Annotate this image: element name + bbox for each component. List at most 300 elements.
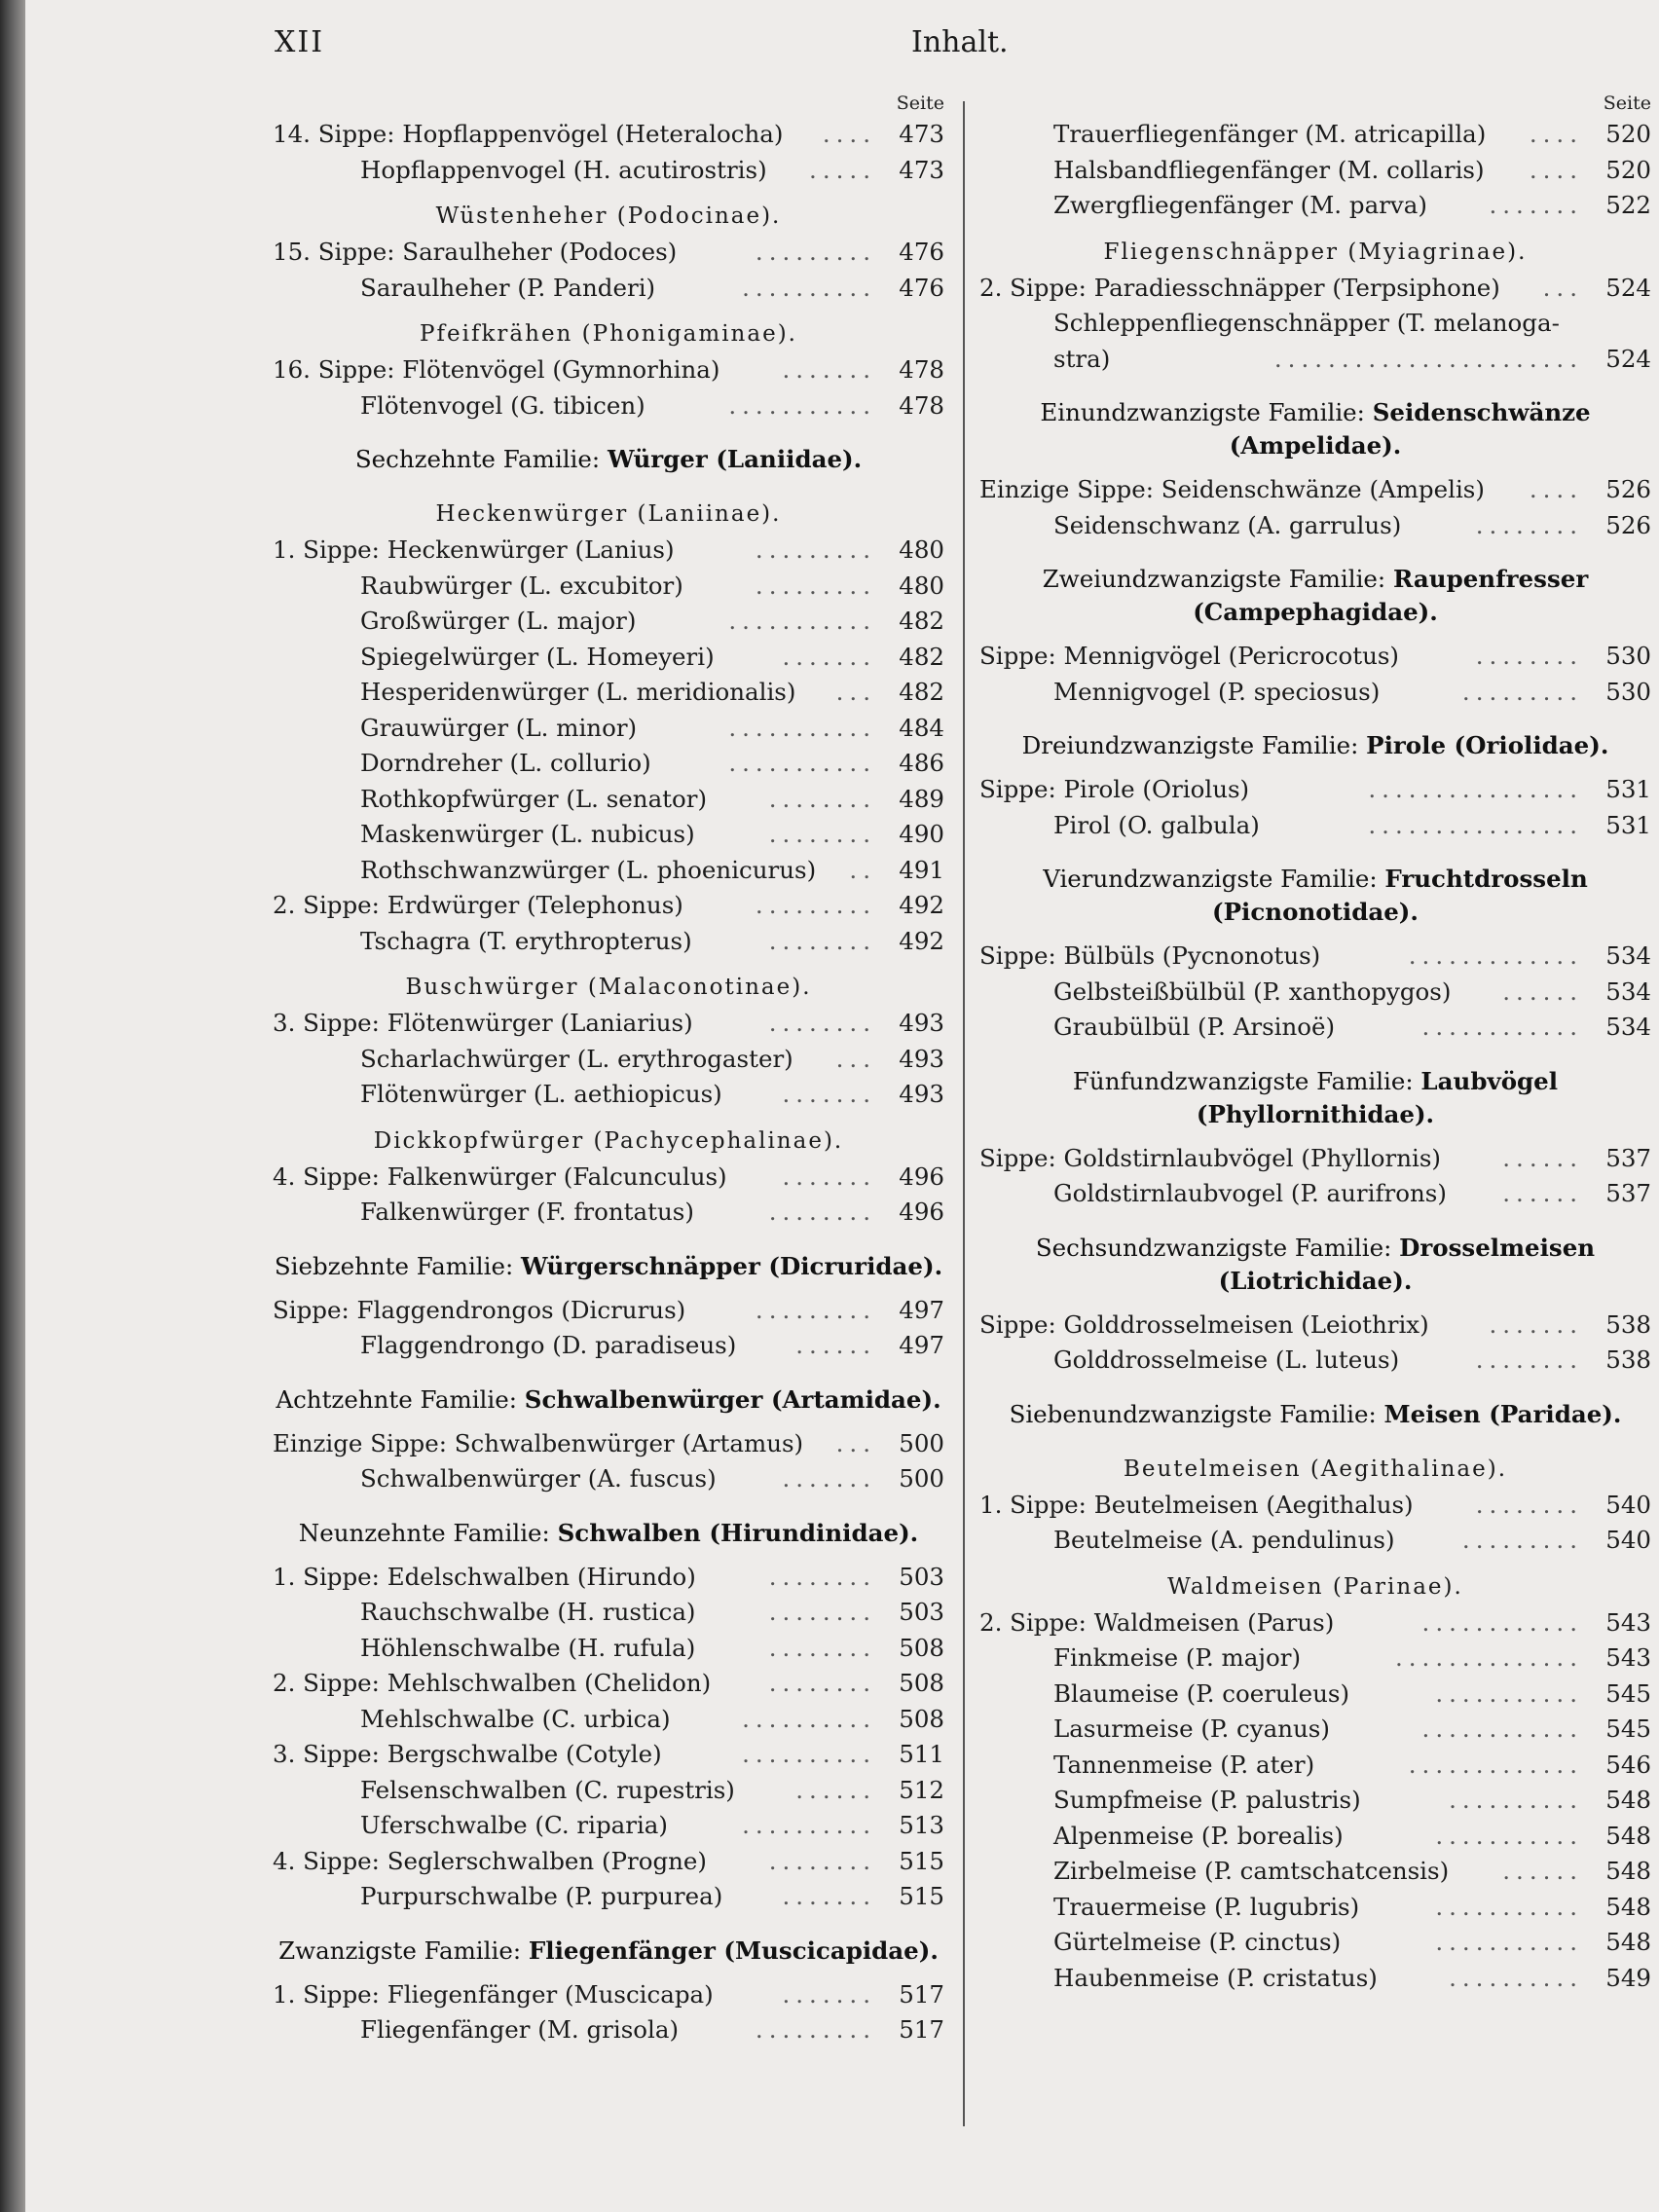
family-label: Sechzehnte Familie: [354,445,608,473]
leader-dots: ........ [768,820,876,848]
toc-entry-page: 520 [1605,155,1651,184]
toc-entry[interactable] [979,975,1651,1011]
toc-entry-name: 1. Sippe: Edelschwalben (Hirundo) [273,1562,696,1591]
toc-entry-page: 548 [1605,1821,1651,1850]
toc-entry-name: Rothschwanzwürger (L. phoenicurus) [360,855,817,884]
leader-dots: ........ [1475,642,1583,670]
leader-dots: ........... [728,713,876,742]
toc-entry-page: 530 [1605,677,1651,706]
toc-entry-name: Maskenwürger (L. nubicus) [360,820,695,848]
toc-entry-name: 3. Sippe: Bergschwalbe (Cotyle) [273,1740,662,1768]
toc-entry[interactable] [979,1677,1651,1713]
toc-entry[interactable] [273,1737,944,1773]
leader-dots: ........ [1475,1490,1583,1519]
toc-entry[interactable] [273,604,944,640]
toc-entry-name: Tschagra (T. erythropterus) [360,926,692,955]
toc-entry-page: 496 [899,1161,944,1191]
toc-entry-name: 15. Sippe: Saraulheher (Podoces) [273,238,678,266]
toc-entry-page: 546 [1605,1750,1651,1779]
family-heading [273,1497,944,1560]
toc-entry[interactable] [273,1461,944,1497]
leader-dots: .... [1529,120,1583,148]
leader-dots: .......... [742,1704,876,1733]
toc-entry-page: 540 [1605,1490,1651,1519]
toc-entry[interactable] [273,388,944,424]
toc-entry[interactable] [979,306,1651,342]
toc-entry-name: Hesperidenwürger (L. meridionalis) [360,678,796,706]
toc-entry-page: 503 [899,1562,944,1591]
toc-entry[interactable] [979,808,1651,844]
leader-dots: ......... [755,571,876,600]
toc-entry[interactable] [979,117,1651,153]
toc-entry[interactable] [273,533,944,569]
leader-dots: ........... [1435,1892,1583,1921]
toc-entry-page: 531 [1605,775,1651,803]
toc-entry-page: 517 [899,1979,944,2009]
leader-dots: ........... [728,390,876,420]
toc-entry-page: 513 [899,1811,944,1839]
leader-dots: ...... [795,1331,876,1359]
toc-column-left [273,90,944,2048]
toc-entry-name: Gelbsteißbülbül (P. xanthopygos) [1053,977,1452,1006]
toc-entry-name: Einzige Sippe: Schwalbenwürger (Artamus) [273,1428,804,1457]
toc-entry-page: 480 [899,535,944,564]
family-latin: (Ampelidae). [1229,431,1402,460]
toc-entry-page: 473 [899,155,944,184]
family-label: Dreiundzwanzigste Familie: [1021,731,1367,759]
toc-entry-page: 480 [899,571,944,600]
toc-entry-page: 508 [899,1633,944,1662]
toc-entry[interactable] [273,1977,944,2013]
toc-entry-page: 492 [899,926,944,955]
toc-entry-name: Uferschwalbe (C. riparia) [360,1811,668,1839]
toc-entry-name: Halsbandfliegenfänger (M. collaris) [1053,155,1485,184]
family-heading [979,1212,1651,1308]
toc-entry-page: 538 [1605,1346,1651,1374]
leader-dots: ....... [782,355,876,384]
toc-entry-name: Golddrosselmeise (L. luteus) [1053,1346,1400,1374]
toc-entry-page: 515 [899,1846,944,1875]
leader-dots: ........ [768,1598,876,1626]
toc-entry-name: Beutelmeise (A. pendulinus) [1053,1526,1395,1554]
toc-entry-name: Fliegenfänger (M. grisola) [360,2015,680,2044]
toc-entry-page: 540 [1605,1526,1651,1554]
toc-entry[interactable] [273,1595,944,1631]
subfamily-heading: Wüstenheher (Podocinae). [435,203,782,229]
family-name: Pirole (Oriolidae). [1366,731,1609,759]
toc-entry[interactable] [273,746,944,782]
toc-entry-page: 482 [899,642,944,671]
toc-entry[interactable] [979,1783,1651,1819]
toc-entry-name: Schleppenfliegenschnäpper (T. melanoga- [1053,309,1560,337]
toc-entry[interactable] [979,1961,1651,1997]
toc-entry[interactable] [979,1890,1651,1926]
toc-entry[interactable] [273,1844,944,1880]
toc-entry[interactable] [273,675,944,711]
book-page [25,0,1659,2212]
leader-dots: ........... [728,607,876,635]
leader-dots: ......... [755,1295,876,1324]
toc-entry-page: 503 [899,1598,944,1626]
toc-entry-name: 2. Sippe: Waldmeisen (Parus) [979,1607,1335,1637]
toc-entry-name: Dorndreher (L. collurio) [360,749,651,777]
toc-entry-name: 3. Sippe: Flötenwürger (Laniarius) [273,1009,693,1037]
leader-dots: ........ [768,1009,876,1037]
family-label: Achtzehnte Familie: [276,1384,525,1414]
seite-label: Seite [1603,92,1651,114]
toc-entry-name: 4. Sippe: Seglerschwalben (Progne) [273,1846,707,1875]
subfamily-heading: Beutelmeisen (Aegithalinae). [1123,1456,1508,1482]
toc-entry[interactable] [979,675,1651,711]
toc-entry-page: 478 [899,355,944,384]
family-label: Fünfundzwanzigste Familie: [1072,1066,1421,1095]
leader-dots: ................ [1368,775,1583,803]
toc-entry-name: Sippe: Mennigvögel (Pericrocotus) [979,642,1399,670]
toc-entry-page: 491 [899,855,944,884]
subfamily-heading: Fliegenschnäpper (Myiagrinae). [1103,239,1528,265]
leader-dots: ......... [1461,1526,1583,1554]
toc-entry-name: Lasurmeise (P. cyanus) [1053,1714,1330,1743]
toc-entry[interactable] [273,1773,944,1809]
toc-entry-page: 524 [1605,344,1651,373]
leader-dots: .......... [1449,1786,1583,1814]
toc-entry[interactable] [273,1879,944,1915]
toc-entry-name: Schwalbenwürger (A. fuscus) [360,1464,717,1493]
leader-dots: ....... [1489,1309,1583,1339]
toc-entry[interactable] [273,117,944,153]
toc-entry[interactable] [979,188,1651,224]
subfamily-heading: Dickkopfwürger (Pachycephalinae). [373,1127,844,1154]
toc-entry-name: Sippe: Golddrosselmeisen (Leiothrix) [979,1309,1429,1339]
toc-entry-name: Blaumeise (P. coeruleus) [1053,1678,1350,1708]
toc-entry-name: Großwürger (L. major) [360,607,637,635]
toc-entry-name: Sippe: Bülbüls (Pycnonotus) [979,941,1321,970]
toc-entry-page: 500 [899,1428,944,1457]
family-name: Raupenfresser [1392,565,1589,593]
toc-entry-name: Goldstirnlaubvogel (P. aurifrons) [1053,1179,1447,1207]
leader-dots: ....... [782,1464,876,1493]
toc-entry-name: Scharlachwürger (L. erythrogaster) [360,1044,793,1073]
toc-entry-name: 1. Sippe: Fliegenfänger (Muscicapa) [273,1979,714,2009]
toc-entry[interactable] [273,2012,944,2048]
leader-dots: ....... [782,1979,876,2009]
toc-entry-page: 489 [899,784,944,813]
toc-entry[interactable] [979,1523,1651,1559]
toc-entry-page: 543 [1605,1607,1651,1637]
toc-entry-name: Seidenschwanz (A. garrulus) [1053,510,1402,539]
family-name: Fliegenfänger (Muscicapidae). [528,1936,939,1965]
toc-entry[interactable] [273,1702,944,1738]
leader-dots: ......... [755,535,876,564]
toc-entry-page: 537 [1605,1143,1651,1172]
toc-entry-page: 482 [899,607,944,635]
toc-entry[interactable] [273,352,944,388]
leader-dots: ...... [1502,1179,1583,1207]
leader-dots: ...... [1502,1857,1583,1885]
leader-dots: ...... [1502,1143,1583,1172]
toc-entry-page: 548 [1605,1928,1651,1956]
toc-entry-page: 534 [1605,977,1651,1006]
leader-dots: ......... [755,238,876,266]
running-title: Inhalt. [911,25,1009,59]
toc-entry-name: Spiegelwürger (L. Homeyeri) [360,642,715,671]
leader-dots: ................ [1368,810,1583,839]
toc-entry-name: Tannenmeise (P. ater) [1053,1750,1315,1779]
toc-entry-name: Sippe: Flaggendrongos (Dicrurus) [273,1295,686,1324]
toc-entry-page: 538 [1605,1309,1651,1339]
toc-entry-page: 476 [899,238,944,266]
family-label: Zwanzigste Familie: [278,1936,529,1965]
family-name: Würger (Laniidae). [607,445,863,473]
family-heading [273,1915,944,1977]
toc-entry-name: Flötenvogel (G. tibicen) [360,390,645,420]
toc-entry-name: Zwergfliegenfänger (M. parva) [1053,191,1427,219]
family-label: Einundzwanzigste Familie: [1040,398,1373,426]
toc-entry-page: 534 [1605,1013,1651,1041]
toc-entry-name: Rauchschwalbe (H. rustica) [360,1598,696,1626]
toc-entry-page: 515 [899,1882,944,1910]
toc-entry-page: 473 [899,120,944,148]
family-heading [979,377,1651,472]
toc-entry-page: 543 [1605,1643,1651,1672]
page-number: XII [275,25,325,59]
leader-dots: .............. [1394,1643,1583,1672]
toc-entry[interactable] [979,153,1651,189]
book-binding-edge [0,0,25,2212]
family-heading [273,424,944,486]
leader-dots: .. [849,855,876,884]
column-divider [963,101,965,2126]
toc-entry-page: 537 [1605,1179,1651,1207]
leader-dots: ........ [768,1669,876,1697]
leader-dots: ...... [1502,977,1583,1006]
toc-entry[interactable] [979,1488,1651,1524]
toc-entry-name: 1. Sippe: Heckenwürger (Lanius) [273,535,675,564]
toc-entry-name: 16. Sippe: Flötenvögel (Gymnorhina) [273,355,720,384]
toc-entry-name: 2. Sippe: Erdwürger (Telephonus) [273,891,683,919]
leader-dots: ....... [1489,191,1583,219]
toc-entry-page: 512 [899,1775,944,1804]
family-name: Schwalben (Hirundinidae). [557,1518,919,1547]
leader-dots: ........... [1435,1678,1583,1708]
family-latin: (Phyllornithidae). [1196,1099,1435,1128]
family-heading [979,1379,1651,1441]
leader-dots: ... [1542,273,1583,302]
toc-entry[interactable] [273,569,944,605]
toc-entry[interactable] [273,1195,944,1231]
toc-entry[interactable] [273,640,944,676]
leader-dots: ........ [768,926,876,955]
toc-entry[interactable] [273,1006,944,1042]
toc-entry[interactable] [273,1666,944,1702]
family-latin: (Campephagidae). [1193,598,1438,626]
leader-dots: .......... [742,273,876,302]
family-label: Siebenundzwanzigste Familie: [1009,1399,1384,1428]
leader-dots: ...... [795,1775,876,1804]
toc-entry-name: Höhlenschwalbe (H. rufula) [360,1633,696,1662]
family-heading [979,843,1651,939]
toc-entry-name: Pirol (O. galbula) [1053,810,1260,839]
leader-dots: ............ [1421,1607,1583,1637]
toc-entry[interactable] [979,1605,1651,1641]
subfamily-heading: Pfeifkrähen (Phonigaminae). [420,321,797,347]
toc-entry-name: Hopflappenvogel (H. acutirostris) [360,155,767,184]
leader-dots: ........ [768,1633,876,1662]
toc-entry[interactable] [273,1042,944,1078]
leader-dots: ........... [728,749,876,777]
leader-dots: ........... [1435,1821,1583,1850]
leader-dots: ........ [1475,510,1583,539]
leader-dots: ........ [768,1198,876,1226]
toc-entry[interactable] [273,888,944,924]
toc-entry-name: stra) [1053,344,1111,373]
subfamily-heading: Heckenwürger (Laniinae). [435,501,782,527]
toc-entry-name: Gürtelmeise (P. cinctus) [1053,1928,1342,1956]
toc-entry[interactable] [979,639,1651,675]
leader-dots: .......... [742,1811,876,1839]
family-heading [273,1364,944,1426]
toc-entry-name: Mennigvogel (P. speciosus) [1053,677,1381,706]
toc-entry-name: Purpurschwalbe (P. purpurea) [360,1882,723,1910]
toc-entry[interactable] [979,772,1651,808]
toc-entry-name: Zirbelmeise (P. camtschatcensis) [1053,1857,1450,1885]
family-label: Sechsundzwanzigste Familie: [1035,1233,1400,1262]
toc-entry[interactable] [979,1748,1651,1784]
toc-entry[interactable] [273,1631,944,1667]
toc-entry-name: Felsenschwalben (C. rupestris) [360,1775,735,1804]
toc-entry[interactable] [273,924,944,960]
toc-entry[interactable] [979,1141,1651,1177]
leader-dots: ... [835,678,876,706]
toc-entry-name: Trauerfliegenfänger (M. atricapilla) [1053,120,1487,148]
family-label: Zweiundzwanzigste Familie: [1042,565,1393,593]
leader-dots: ..... [809,155,876,184]
toc-entry-name: Raubwürger (L. excubitor) [360,571,683,600]
toc-entry-name: Saraulheher (P. Panderi) [360,273,656,302]
leader-dots: ............ [1421,1013,1583,1041]
toc-entry-page: 492 [899,891,944,919]
toc-entry-page: 520 [1605,120,1651,148]
leader-dots: ....... [782,1080,876,1108]
family-latin: (Liotrichidae). [1218,1266,1413,1295]
toc-entry-page: 508 [899,1704,944,1733]
family-heading [979,1046,1651,1141]
leader-dots: .... [1529,155,1583,184]
toc-entry-page: 493 [899,1009,944,1037]
toc-entry[interactable] [273,1328,944,1364]
family-heading [273,1231,944,1293]
family-name: Schwalbenwürger (Artamidae). [524,1384,941,1414]
toc-entry-page: 522 [1605,191,1651,219]
toc-entry[interactable] [979,508,1651,544]
leader-dots: ........ [1475,1346,1583,1374]
leader-dots: ............ [1421,1714,1583,1743]
toc-entry-page: 493 [899,1080,944,1108]
leader-dots: ......... [755,2015,876,2044]
toc-entry-page: 493 [899,1044,944,1073]
toc-entry[interactable] [979,1641,1651,1677]
toc-entry[interactable] [979,342,1651,378]
toc-entry[interactable] [979,1343,1651,1379]
toc-entry[interactable] [979,1854,1651,1890]
leader-dots: ........ [768,1562,876,1591]
toc-entry[interactable] [979,1308,1651,1344]
leader-dots: ... [835,1044,876,1073]
family-name: Fruchtdrosseln [1384,865,1588,893]
toc-entry-page: 476 [899,273,944,302]
leader-dots: ............. [1408,941,1583,970]
toc-entry-name: Mehlschwalbe (C. urbica) [360,1704,671,1733]
toc-entry[interactable] [979,271,1651,307]
toc-entry[interactable] [273,853,944,889]
toc-entry-page: 548 [1605,1786,1651,1814]
family-name: Meisen (Paridae). [1383,1399,1622,1428]
toc-entry-name: Alpenmeise (P. borealis) [1053,1821,1344,1850]
leader-dots: ......... [1461,677,1583,706]
toc-entry-name: Grauwürger (L. minor) [360,713,638,742]
toc-entry[interactable] [273,153,944,189]
toc-entry[interactable] [273,1808,944,1844]
toc-entry-name: 1. Sippe: Beutelmeisen (Aegithalus) [979,1490,1414,1519]
toc-entry-name: 14. Sippe: Hopflappenvögel (Heteralocha) [273,120,784,148]
toc-entry[interactable] [273,271,944,307]
subfamily-heading: Buschwürger (Malaconotinae). [405,975,812,1000]
toc-entry-name: Einzige Sippe: Seidenschwänze (Ampelis) [979,475,1485,503]
toc-entry[interactable] [979,1010,1651,1046]
leader-dots: ....................... [1273,344,1583,373]
toc-entry[interactable] [273,817,944,853]
leader-dots: ....... [782,1161,876,1191]
toc-entry-name: Falkenwürger (F. frontatus) [360,1198,694,1226]
toc-entry-page: 508 [899,1669,944,1697]
leader-dots: .... [1529,475,1583,503]
family-label: Siebzehnte Familie: [274,1251,522,1280]
family-name: Seidenschwänze [1372,398,1591,426]
toc-entry[interactable] [273,1293,944,1329]
toc-entry[interactable] [273,711,944,747]
toc-entry[interactable] [979,939,1651,975]
toc-entry[interactable] [979,1712,1651,1748]
toc-entry[interactable] [979,472,1651,508]
leader-dots: ....... [782,642,876,671]
toc-entry-page: 484 [899,713,944,742]
toc-entry[interactable] [273,1426,944,1462]
toc-entry-page: 531 [1605,810,1651,839]
toc-entry[interactable] [273,235,944,271]
toc-entry-page: 548 [1605,1892,1651,1921]
leader-dots: ............. [1408,1750,1583,1779]
toc-entry-page: 496 [899,1198,944,1226]
toc-entry-page: 526 [1605,510,1651,539]
toc-entry-name: Flötenwürger (L. aethiopicus) [360,1080,722,1108]
toc-entry[interactable] [979,1176,1651,1212]
toc-entry[interactable] [273,1160,944,1196]
leader-dots: ....... [782,1882,876,1910]
toc-entry[interactable] [979,1819,1651,1855]
toc-entry-page: 511 [899,1740,944,1768]
toc-entry-name: 2. Sippe: Paradiesschnäpper (Terpsiphone) [979,273,1500,302]
leader-dots: ......... [755,891,876,919]
toc-entry-page: 517 [899,2015,944,2044]
toc-entry[interactable] [273,782,944,818]
toc-entry-page: 549 [1605,1963,1651,1992]
toc-entry-page: 526 [1605,475,1651,503]
toc-entry[interactable] [273,1077,944,1113]
toc-entry[interactable] [979,1925,1651,1961]
toc-entry-page: 497 [899,1331,944,1359]
toc-entry-name: Graubülbül (P. Arsinoë) [1053,1013,1336,1041]
toc-entry[interactable] [273,1560,944,1596]
